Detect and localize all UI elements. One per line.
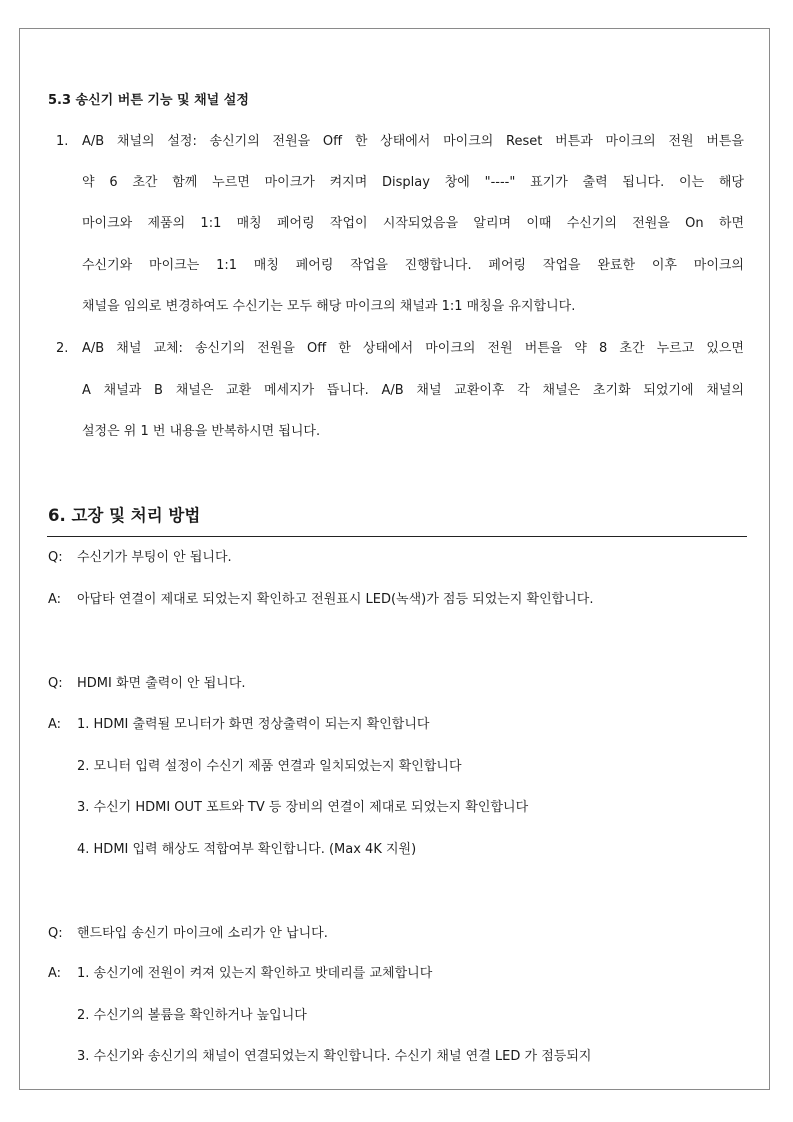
list-number-1: 1.	[56, 134, 69, 149]
a2-answer-4: 4. HDMI 입력 해상도 적합여부 확인합니다. (Max 4K 지원)	[77, 842, 417, 857]
item-2-line-2: A 채널과 B 채널은 교환 메세지가 뜹니다. A/B 채널 교환이후 각 채널은 초기화 되었기에 채널의	[82, 383, 744, 398]
a2-answer-3: 3. 수신기 HDMI OUT 포트와 TV 등 장비의 연결이 제대로 되었는지 확인합니다	[77, 800, 529, 815]
q2-label: Q:	[48, 676, 63, 691]
section-5-3-title: 5.3 송신기 버튼 기능 및 채널 설정	[48, 93, 249, 108]
a1-label: A:	[48, 592, 62, 607]
item-2-line-3: 설정은 위 1 번 내용을 반복하시면 됩니다.	[82, 424, 321, 439]
a3-label: A:	[48, 966, 62, 981]
item-1-line-1: A/B 채널의 설정: 송신기의 전원을 Off 한 상태에서 마이크의 Reset 버튼과 마이크의 전원 버튼을	[82, 134, 744, 149]
item-1-line-3: 마이크와 제품의 1:1 매칭 페어링 작업이 시작되었음을 알리며 이때 수신기의 전원을 On 하면	[82, 216, 744, 231]
q1-question: 수신기가 부팅이 안 됩니다.	[77, 550, 232, 565]
section-6-divider	[47, 536, 747, 537]
a2-label: A:	[48, 717, 62, 732]
q1-label: Q:	[48, 550, 63, 565]
a3-answer-2: 2. 수신기의 볼륨을 확인하거나 높입니다	[77, 1008, 307, 1023]
a3-answer-1: 1. 송신기에 전원이 켜져 있는지 확인하고 밧데리를 교체합니다	[77, 966, 433, 981]
item-1-line-4: 수신기와 마이크는 1:1 매칭 페어링 작업을 진행합니다. 페어링 작업을 완료한 이후 마이크의	[82, 258, 744, 273]
item-1-line-2: 약 6 초간 함께 누르면 마이크가 켜지며 Display 창에 "----" 표기가 출력 됩니다. 이는 해당	[82, 175, 744, 190]
q2-question: HDMI 화면 출력이 안 됩니다.	[77, 676, 246, 691]
item-1-line-5: 채널을 임의로 변경하여도 수신기는 모두 해당 마이크의 채널과 1:1 매칭을 유지합니다.	[82, 299, 576, 314]
q3-label: Q:	[48, 926, 63, 941]
q3-question: 핸드타입 송신기 마이크에 소리가 안 납니다.	[77, 926, 328, 941]
a1-answer-1: 아답타 연결이 제대로 되었는지 확인하고 전원표시 LED(녹색)가 점등 되었는지 확인합니다.	[77, 592, 594, 607]
a2-answer-2: 2. 모니터 입력 설정이 수신기 제품 연결과 일치되었는지 확인합니다	[77, 759, 462, 774]
a2-answer-1: 1. HDMI 출력될 모니터가 화면 정상출력이 되는지 확인합니다	[77, 717, 430, 732]
item-2-line-1: A/B 채널 교체: 송신기의 전원을 Off 한 상태에서 마이크의 전원 버튼을 약 8 초간 누르고 있으면	[82, 341, 744, 356]
list-number-2: 2.	[56, 341, 69, 356]
section-6-title: 6. 고장 및 처리 방법	[48, 506, 201, 525]
a3-answer-3: 3. 수신기와 송신기의 채널이 연결되었는지 확인합니다. 수신기 채널 연결 LED 가 점등되지	[77, 1049, 592, 1064]
